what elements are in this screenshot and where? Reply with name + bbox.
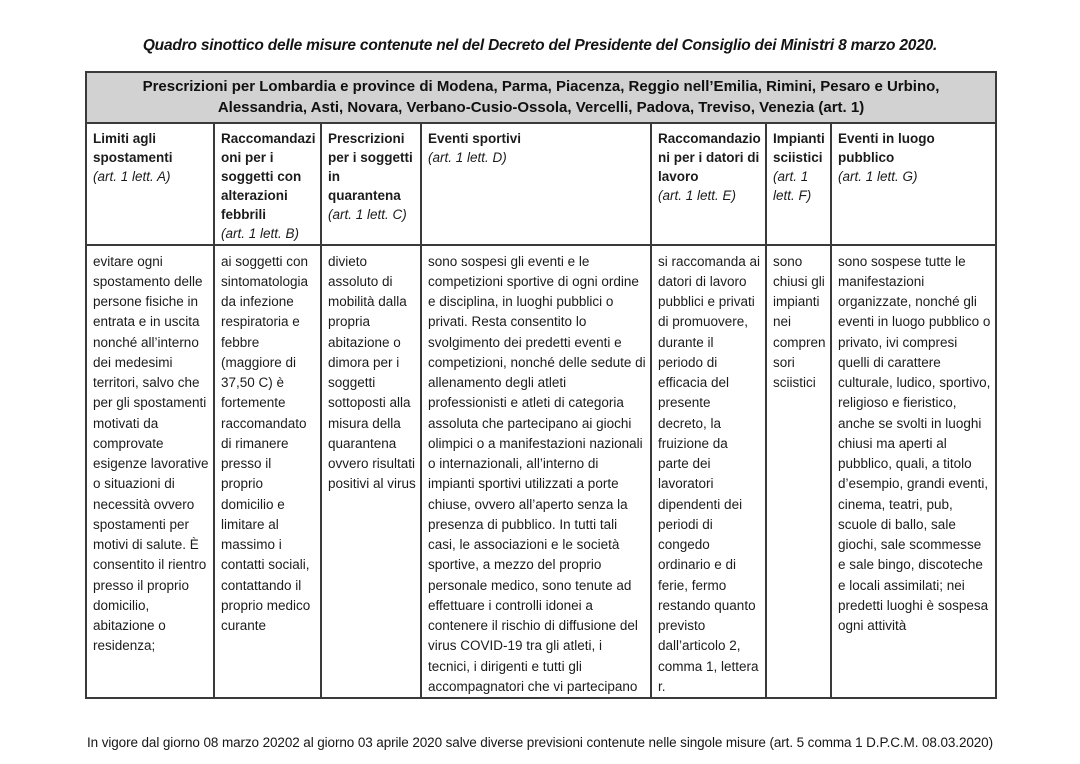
col-header-title: Limiti agli spostamenti [93,130,173,165]
cell-impianti-sciistici: sono chiusi gli impianti nei comprensori sciistici [766,245,831,699]
col-header-article-ref: (art. 1 lett. E) [658,188,737,204]
table-header-row [86,123,996,245]
col-header-title: Impianti sciistici [773,130,825,165]
col-header-eventi-sportivi [421,123,651,245]
col-header-article-ref: (art. 1 lett. F) [773,168,812,204]
col-header-article-ref: (art. 1 lett. B) [221,226,300,242]
col-header-raccomandazioni-febbrili [214,123,321,245]
cell-quarantena: divieto assoluto di mobilità dalla propria abitazione o dimora per i soggetti sottoposti alla misura della quarantena ovvero risultati positivi al virus [321,245,421,699]
col-header-title: Raccomandazioni per i datori di lavoro [658,130,761,184]
col-header-title: Prescrizioni per i soggetti in quarantena [328,130,413,204]
col-header-title: Eventi sportivi [428,130,522,146]
col-header-eventi-pubblico [831,123,996,245]
col-header-impianti-sciistici [766,123,831,245]
cell-datori-lavoro: si raccomanda ai datori di lavoro pubblici e privati di promuovere, durante il periodo di efficacia del presente decreto, la fruizione da parte dei lavoratori dipendenti dei periodi di congedo ordinario e di ferie, fermo restando quanto previsto dall’articolo 2, comma 1, lettera r. [651,245,766,699]
document-page [0,37,1080,764]
table-banner: Prescrizioni per Lombardia e province di Modena, Parma, Piacenza, Reggio nell’Emilia, Rimini, Pesaro e Urbino, Alessandria, Asti, Novara, Verbano-Cusio-Ossola, Vercelli, Padova, Treviso, Venezia (art. 1) [86,72,996,123]
col-header-title: Raccomandazioni per i soggetti con alterazioni febbrili [221,130,316,223]
document-title: Quadro sinottico delle misure contenute nel del Decreto del Presidente del Consiglio dei Ministri 8 marzo 2020. [142,37,938,54]
cell-eventi-sportivi: sono sospesi gli eventi e le competizioni sportive di ogni ordine e disciplina, in luoghi pubblici o privati. Resta consentito lo svolgimento dei predetti eventi e competizioni, nonché delle sedute di allenamento degli atleti professionisti e atleti di categoria assoluta che partecipano ai giochi olimpici o a manifestazioni nazionali o internazionali, all’interno di impianti sportivi utilizzati a porte chiuse, ovvero all’aperto senza la presenza di pubblico. In tutti tali casi, le associazioni e le società sportive, a mezzo del proprio personale medico, sono tenute ad effettuare i controlli idonei a contenere il rischio di diffusione del virus COVID-19 tra gli atleti, i tecnici, i dirigenti e tutti gli accompagnatori che vi partecipano [421,245,651,699]
col-header-quarantena [321,123,421,245]
validity-note: In vigore dal giorno 08 marzo 20202 al giorno 03 aprile 2020 salve diverse previsioni contenute nelle singole misure (art. 5 comma 1 D.P.C.M. 08.03.2020) [87,735,993,751]
col-header-article-ref: (art. 1 lett. G) [838,168,918,184]
table-body-row [86,245,996,699]
cell-eventi-pubblico: sono sospese tutte le manifestazioni organizzate, nonché gli eventi in luogo pubblico o privato, ivi compresi quelli di carattere culturale, ludico, sportivo, religioso e fieristico, anche se svolti in luoghi chiusi ma aperti al pubblico, quali, a titolo d’esempio, grandi eventi, cinema, teatri, pub, scuole di ballo, sale giochi, sale scommesse e sale bingo, discoteche e locali assimilati; nei predetti luoghi è sospesa ogni attività [831,245,996,699]
cell-limiti-spostamenti: evitare ogni spostamento delle persone fisiche in entrata e in uscita nonché all’interno dei medesimi territori, salvo che per gli spostamenti motivati da comprovate esigenze lavorative o situazioni di necessità ovvero spostamenti per motivi di salute. È consentito il rientro presso il proprio domicilio, abitazione o residenza; [86,245,214,699]
cell-raccomandazioni-febbrili: ai soggetti con sintomatologia da infezione respiratoria e febbre (maggiore di 37,50 C) è fortemente raccomandato di rimanere presso il proprio domicilio e limitare al massimo i contatti sociali, contattando il proprio medico curante [214,245,321,699]
table-banner-row [86,72,996,123]
col-header-datori-lavoro [651,123,766,245]
measures-table [85,71,997,699]
col-header-title: Eventi in luogo pubblico [838,130,935,165]
col-header-article-ref: (art. 1 lett. C) [328,207,407,223]
col-header-limiti-spostamenti [86,123,214,245]
col-header-article-ref: (art. 1 lett. D) [428,149,507,165]
col-header-article-ref: (art. 1 lett. A) [93,168,171,184]
